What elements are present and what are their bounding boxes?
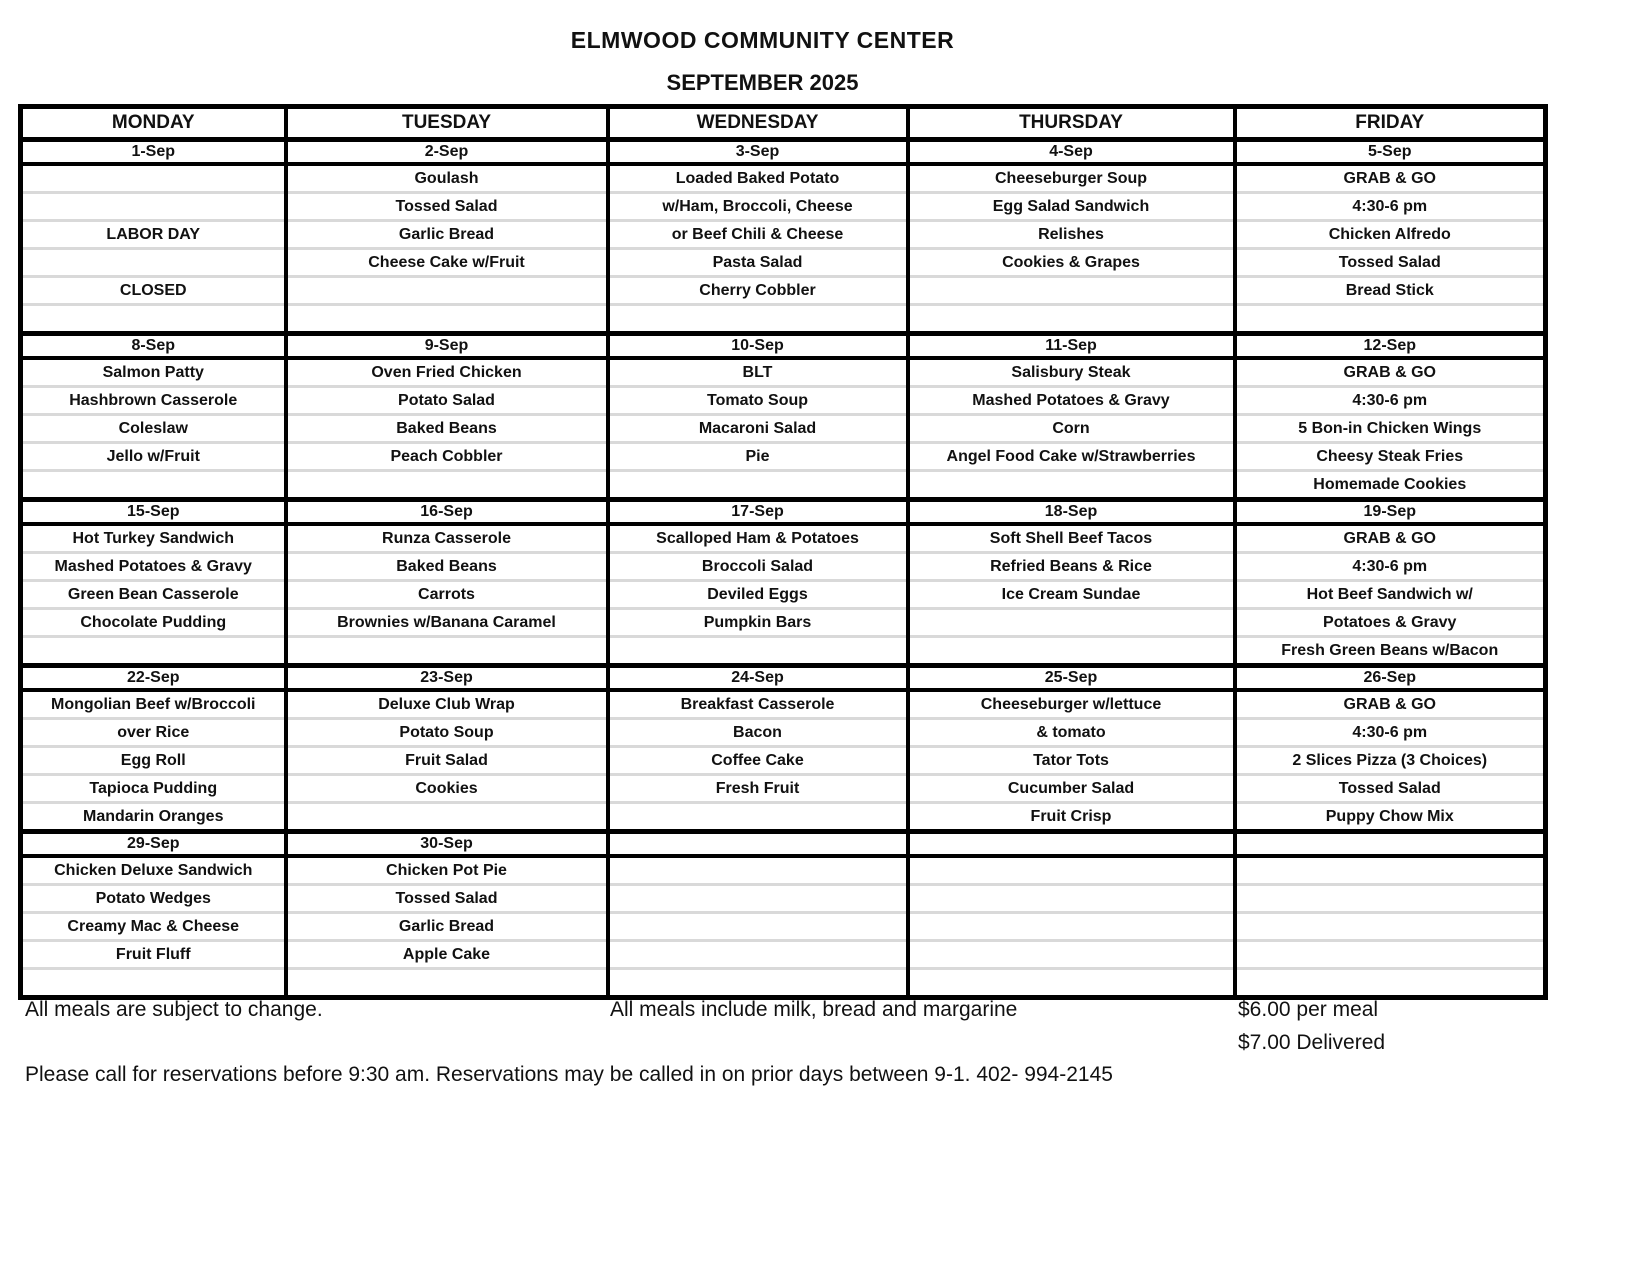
menu-item-cell: Refried Beans & Rice [908, 553, 1235, 581]
date-cell [1235, 832, 1546, 857]
menu-item-cell: over Rice [21, 719, 286, 747]
menu-item-cell: Fruit Salad [286, 747, 608, 775]
menu-item-cell: Pasta Salad [608, 249, 908, 277]
menu-item-cell: Tossed Salad [1235, 775, 1546, 803]
menu-item-cell [21, 305, 286, 334]
menu-row [21, 358, 1546, 387]
menu-item-cell: Puppy Chow Mix [1235, 803, 1546, 832]
menu-item-cell: Mongolian Beef w/Broccoli [21, 690, 286, 719]
menu-item-cell: Corn [908, 415, 1235, 443]
menu-item-cell [21, 249, 286, 277]
menu-item-cell: Peach Cobbler [286, 443, 608, 471]
menu-item-cell: Salisbury Steak [908, 358, 1235, 387]
menu-row [21, 581, 1546, 609]
menu-item-cell [908, 637, 1235, 666]
note-meals-include: All meals include milk, bread and margarine [610, 998, 1018, 1021]
menu-item-cell [608, 969, 908, 998]
menu-item-cell [608, 305, 908, 334]
menu-item-cell [608, 913, 908, 941]
menu-item-cell: 4:30-6 pm [1235, 193, 1546, 221]
menu-row [21, 885, 1546, 913]
menu-row [21, 471, 1546, 500]
menu-item-cell [908, 885, 1235, 913]
menu-item-cell: Macaroni Salad [608, 415, 908, 443]
menu-item-cell: Hot Beef Sandwich w/ [1235, 581, 1546, 609]
menu-item-cell: Cookies [286, 775, 608, 803]
menu-item-cell [908, 969, 1235, 998]
menu-item-cell: Salmon Patty [21, 358, 286, 387]
day-header-thursday: THURSDAY [908, 107, 1235, 140]
menu-row [21, 637, 1546, 666]
menu-item-cell: Tossed Salad [286, 885, 608, 913]
note-reservations: Please call for reservations before 9:30 am. Reservations may be called in on prior days between 9-1. 402- 994-2145 [25, 1063, 1113, 1086]
menu-item-cell: Jello w/Fruit [21, 443, 286, 471]
date-cell: 24-Sep [608, 666, 908, 691]
date-cell: 16-Sep [286, 500, 608, 525]
menu-item-cell [21, 969, 286, 998]
menu-item-cell: Garlic Bread [286, 221, 608, 249]
menu-item-cell [1235, 856, 1546, 885]
date-cell: 5-Sep [1235, 140, 1546, 165]
menu-item-cell [608, 471, 908, 500]
date-cell [908, 832, 1235, 857]
menu-item-cell: Apple Cake [286, 941, 608, 969]
menu-item-cell: Runza Casserole [286, 524, 608, 553]
date-cell: 4-Sep [908, 140, 1235, 165]
menu-item-cell [608, 941, 908, 969]
menu-item-cell: Hot Turkey Sandwich [21, 524, 286, 553]
menu-item-cell: Deviled Eggs [608, 581, 908, 609]
page-subtitle: SEPTEMBER 2025 [666, 70, 859, 95]
menu-item-cell: Tossed Salad [286, 193, 608, 221]
date-cell: 15-Sep [21, 500, 286, 525]
menu-item-cell [286, 803, 608, 832]
menu-item-cell [286, 637, 608, 666]
menu-item-cell: Garlic Bread [286, 913, 608, 941]
menu-item-cell: GRAB & GO [1235, 524, 1546, 553]
menu-row [21, 775, 1546, 803]
menu-item-cell: Tossed Salad [1235, 249, 1546, 277]
menu-item-cell [21, 193, 286, 221]
date-cell: 1-Sep [21, 140, 286, 165]
menu-item-cell: Egg Roll [21, 747, 286, 775]
day-header-monday: MONDAY [21, 107, 286, 140]
menu-item-cell: Cookies & Grapes [908, 249, 1235, 277]
menu-item-cell: Chicken Pot Pie [286, 856, 608, 885]
menu-item-cell [286, 277, 608, 305]
menu-table [18, 104, 1548, 1000]
menu-item-cell [608, 637, 908, 666]
menu-item-cell: Chocolate Pudding [21, 609, 286, 637]
date-cell: 23-Sep [286, 666, 608, 691]
date-cell: 19-Sep [1235, 500, 1546, 525]
date-cell: 22-Sep [21, 666, 286, 691]
menu-item-cell [608, 885, 908, 913]
menu-item-cell: Mashed Potatoes & Gravy [21, 553, 286, 581]
date-row-week-3 [21, 500, 1546, 525]
menu-item-cell [21, 164, 286, 193]
date-cell: 30-Sep [286, 832, 608, 857]
date-cell: 10-Sep [608, 334, 908, 359]
menu-item-cell [608, 803, 908, 832]
menu-item-cell: 4:30-6 pm [1235, 387, 1546, 415]
menu-row [21, 164, 1546, 193]
date-row-week-5 [21, 832, 1546, 857]
menu-row [21, 719, 1546, 747]
menu-item-cell: Cheesy Steak Fries [1235, 443, 1546, 471]
date-row-week-2 [21, 334, 1546, 359]
menu-row [21, 913, 1546, 941]
menu-item-cell: Breakfast Casserole [608, 690, 908, 719]
menu-item-cell: Fresh Fruit [608, 775, 908, 803]
menu-item-cell: Mashed Potatoes & Gravy [908, 387, 1235, 415]
date-cell: 17-Sep [608, 500, 908, 525]
menu-item-cell: Cucumber Salad [908, 775, 1235, 803]
menu-row [21, 387, 1546, 415]
menu-item-cell: Deluxe Club Wrap [286, 690, 608, 719]
menu-item-cell: Homemade Cookies [1235, 471, 1546, 500]
menu-item-cell [908, 913, 1235, 941]
menu-item-cell: Cherry Cobbler [608, 277, 908, 305]
menu-item-cell: Angel Food Cake w/Strawberries [908, 443, 1235, 471]
menu-row [21, 305, 1546, 334]
date-cell: 2-Sep [286, 140, 608, 165]
menu-item-cell: Soft Shell Beef Tacos [908, 524, 1235, 553]
menu-item-cell: & tomato [908, 719, 1235, 747]
menu-item-cell: Tator Tots [908, 747, 1235, 775]
menu-item-cell: Potatoes & Gravy [1235, 609, 1546, 637]
date-cell: 9-Sep [286, 334, 608, 359]
menu-item-cell [908, 471, 1235, 500]
price-per-meal: $6.00 per meal [1238, 998, 1379, 1021]
menu-item-cell: Creamy Mac & Cheese [21, 913, 286, 941]
menu-item-cell: Pumpkin Bars [608, 609, 908, 637]
menu-row [21, 415, 1546, 443]
menu-row [21, 193, 1546, 221]
date-cell: 11-Sep [908, 334, 1235, 359]
menu-item-cell [608, 856, 908, 885]
menu-row [21, 969, 1546, 998]
date-cell [608, 832, 908, 857]
menu-item-cell [1235, 913, 1546, 941]
menu-row [21, 690, 1546, 719]
menu-item-cell: Brownies w/Banana Caramel [286, 609, 608, 637]
note-meals-subject-to-change: All meals are subject to change. [25, 998, 323, 1021]
date-cell: 3-Sep [608, 140, 908, 165]
menu-item-cell: Potato Wedges [21, 885, 286, 913]
menu-item-cell: Fresh Green Beans w/Bacon [1235, 637, 1546, 666]
menu-item-cell: Baked Beans [286, 553, 608, 581]
menu-item-cell [286, 969, 608, 998]
menu-item-cell: Tomato Soup [608, 387, 908, 415]
menu-item-cell [1235, 969, 1546, 998]
date-cell: 25-Sep [908, 666, 1235, 691]
menu-item-cell: 2 Slices Pizza (3 Choices) [1235, 747, 1546, 775]
menu-item-cell [286, 305, 608, 334]
menu-item-cell: 4:30-6 pm [1235, 553, 1546, 581]
day-header-friday: FRIDAY [1235, 107, 1546, 140]
menu-item-cell [908, 305, 1235, 334]
date-cell: 26-Sep [1235, 666, 1546, 691]
menu-item-cell [908, 277, 1235, 305]
menu-item-cell [286, 471, 608, 500]
menu-row [21, 249, 1546, 277]
menu-item-cell [1235, 305, 1546, 334]
menu-item-cell: Mandarin Oranges [21, 803, 286, 832]
date-cell: 12-Sep [1235, 334, 1546, 359]
menu-item-cell [21, 471, 286, 500]
menu-item-cell: 5 Bon-in Chicken Wings [1235, 415, 1546, 443]
menu-item-cell: CLOSED [21, 277, 286, 305]
date-cell: 29-Sep [21, 832, 286, 857]
menu-item-cell: Loaded Baked Potato [608, 164, 908, 193]
menu-item-cell: Tapioca Pudding [21, 775, 286, 803]
menu-item-cell [908, 856, 1235, 885]
menu-item-cell: Bread Stick [1235, 277, 1546, 305]
menu-item-cell: or Beef Chili & Cheese [608, 221, 908, 249]
menu-item-cell: Ice Cream Sundae [908, 581, 1235, 609]
menu-item-cell: Chicken Alfredo [1235, 221, 1546, 249]
menu-item-cell: Baked Beans [286, 415, 608, 443]
menu-item-cell [908, 941, 1235, 969]
menu-item-cell: Relishes [908, 221, 1235, 249]
menu-item-cell: Broccoli Salad [608, 553, 908, 581]
menu-item-cell: Chicken Deluxe Sandwich [21, 856, 286, 885]
menu-item-cell: Green Bean Casserole [21, 581, 286, 609]
menu-item-cell: Bacon [608, 719, 908, 747]
price-delivered: $7.00 Delivered [1238, 1031, 1386, 1054]
menu-item-cell: Cheese Cake w/Fruit [286, 249, 608, 277]
menu-item-cell: Cheeseburger w/lettuce [908, 690, 1235, 719]
date-cell: 8-Sep [21, 334, 286, 359]
page-title: ELMWOOD COMMUNITY CENTER [570, 27, 955, 53]
menu-item-cell: Goulash [286, 164, 608, 193]
menu-item-cell: Potato Soup [286, 719, 608, 747]
menu-row [21, 609, 1546, 637]
menu-item-cell: LABOR DAY [21, 221, 286, 249]
menu-item-cell: GRAB & GO [1235, 164, 1546, 193]
date-cell: 18-Sep [908, 500, 1235, 525]
menu-item-cell: Potato Salad [286, 387, 608, 415]
menu-item-cell [1235, 885, 1546, 913]
menu-item-cell: GRAB & GO [1235, 690, 1546, 719]
menu-item-cell: Coleslaw [21, 415, 286, 443]
menu-row [21, 803, 1546, 832]
menu-item-cell [1235, 941, 1546, 969]
menu-item-cell: Scalloped Ham & Potatoes [608, 524, 908, 553]
menu-item-cell [21, 637, 286, 666]
menu-row [21, 553, 1546, 581]
menu-item-cell: Hashbrown Casserole [21, 387, 286, 415]
date-row-week-1 [21, 140, 1546, 165]
menu-item-cell: Fruit Crisp [908, 803, 1235, 832]
menu-item-cell [908, 609, 1235, 637]
menu-item-cell: Oven Fried Chicken [286, 358, 608, 387]
menu-item-cell: Pie [608, 443, 908, 471]
date-row-week-4 [21, 666, 1546, 691]
menu-row [21, 941, 1546, 969]
menu-item-cell: Cheeseburger Soup [908, 164, 1235, 193]
menu-item-cell: Fruit Fluff [21, 941, 286, 969]
menu-item-cell: BLT [608, 358, 908, 387]
menu-row [21, 524, 1546, 553]
menu-item-cell: GRAB & GO [1235, 358, 1546, 387]
day-header-wednesday: WEDNESDAY [608, 107, 908, 140]
day-header-row [21, 107, 1546, 140]
menu-row [21, 856, 1546, 885]
menu-item-cell: Coffee Cake [608, 747, 908, 775]
menu-row [21, 277, 1546, 305]
menu-item-cell: Carrots [286, 581, 608, 609]
menu-row [21, 221, 1546, 249]
menu-item-cell: 4:30-6 pm [1235, 719, 1546, 747]
menu-row [21, 443, 1546, 471]
day-header-tuesday: TUESDAY [286, 107, 608, 140]
menu-item-cell: Egg Salad Sandwich [908, 193, 1235, 221]
menu-row [21, 747, 1546, 775]
menu-item-cell: w/Ham, Broccoli, Cheese [608, 193, 908, 221]
